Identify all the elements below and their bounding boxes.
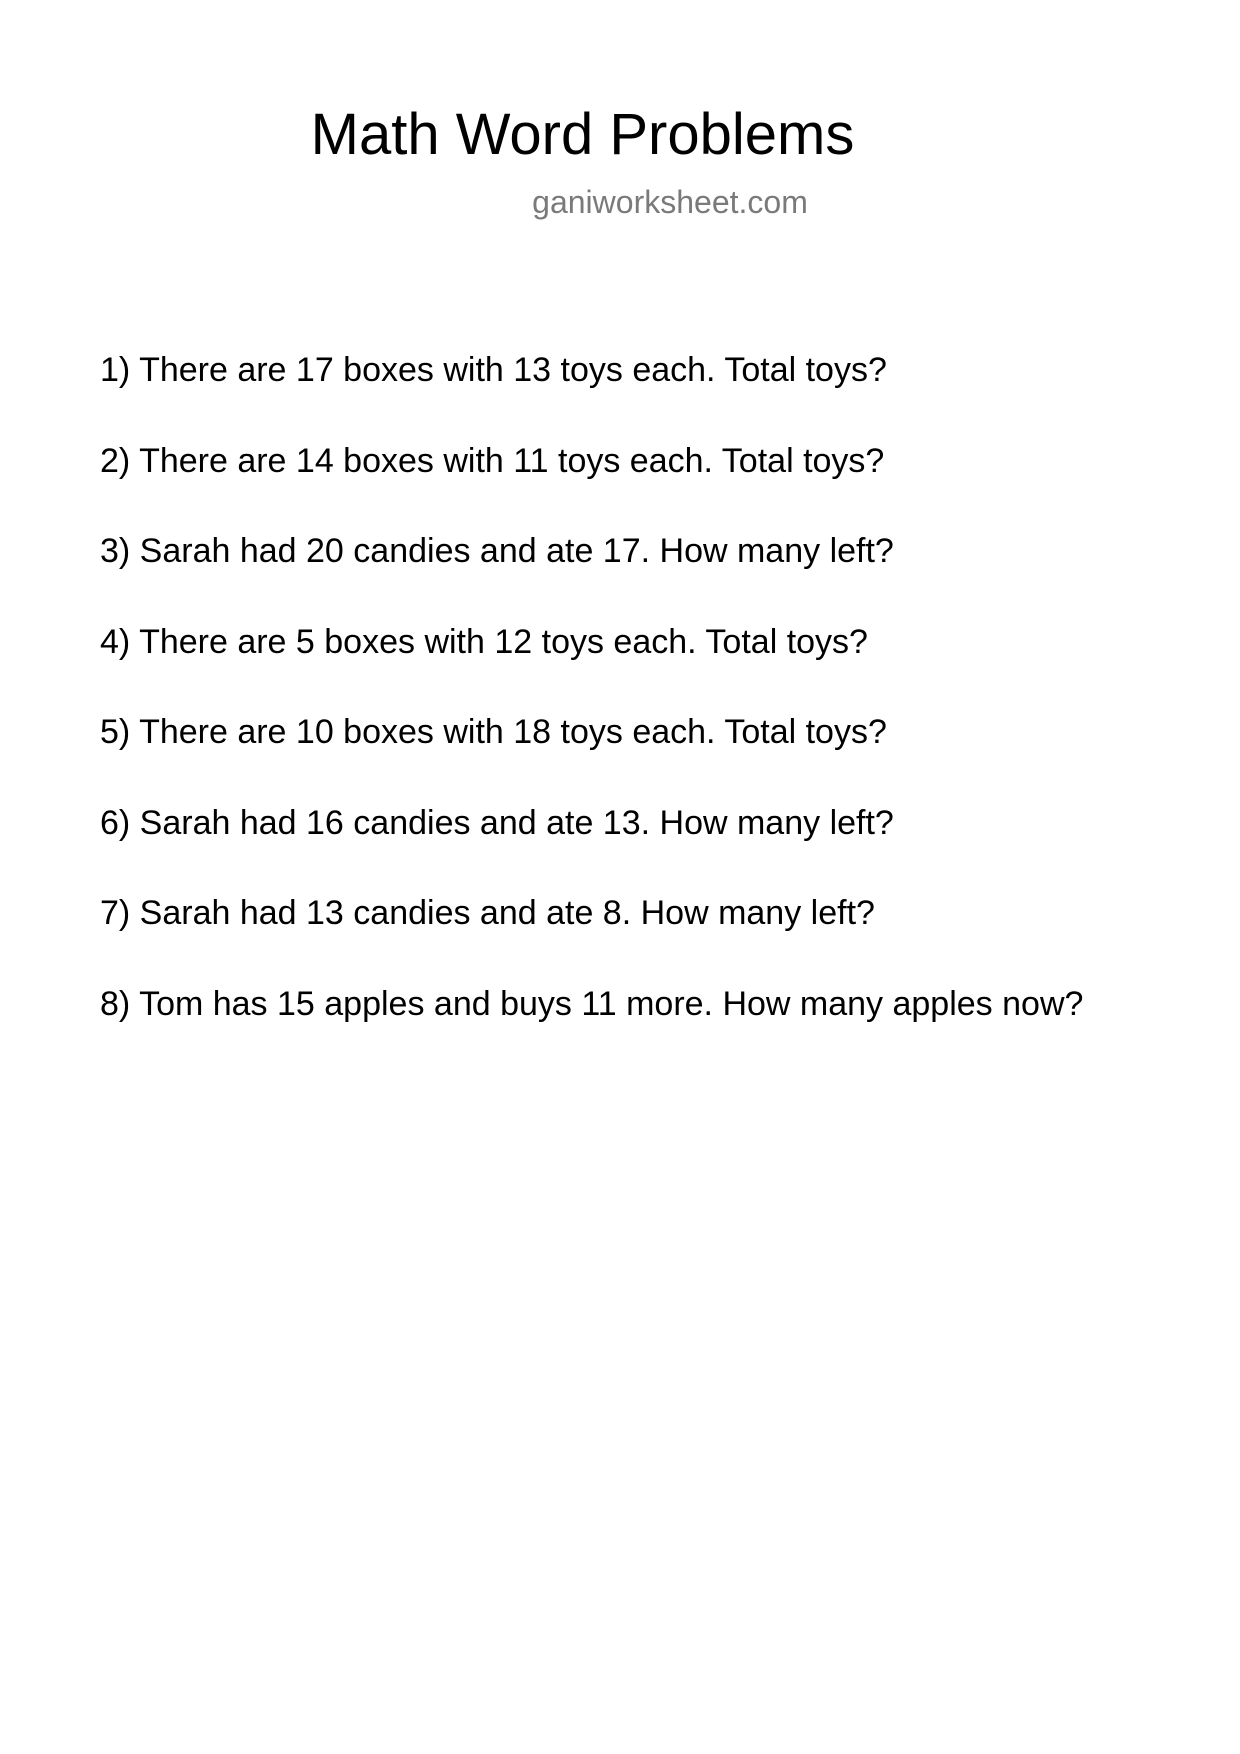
problem-item: 7) Sarah had 13 candies and ate 8. How many left? <box>100 894 875 932</box>
problem-item: 4) There are 5 boxes with 12 toys each. Total toys? <box>100 622 868 661</box>
problem-item: 3) Sarah had 20 candies and ate 17. How many left? <box>100 532 894 570</box>
problem-item: 2) There are 14 boxes with 11 toys each. Total toys? <box>100 441 885 480</box>
problem-item: 5) There are 10 boxes with 18 toys each. Total toys? <box>100 713 887 751</box>
problem-item: 6) Sarah had 16 candies and ate 13. How many left? <box>100 803 894 842</box>
problem-item: 8) Tom has 15 apples and buys 11 more. How many apples now? <box>100 984 1084 1023</box>
source-website: ganiworksheet.com <box>532 184 808 220</box>
problem-item: 1) There are 17 boxes with 13 toys each. Total toys? <box>100 351 887 389</box>
page-title: Math Word Problems <box>310 102 855 167</box>
problem-list <box>100 348 1160 1072</box>
